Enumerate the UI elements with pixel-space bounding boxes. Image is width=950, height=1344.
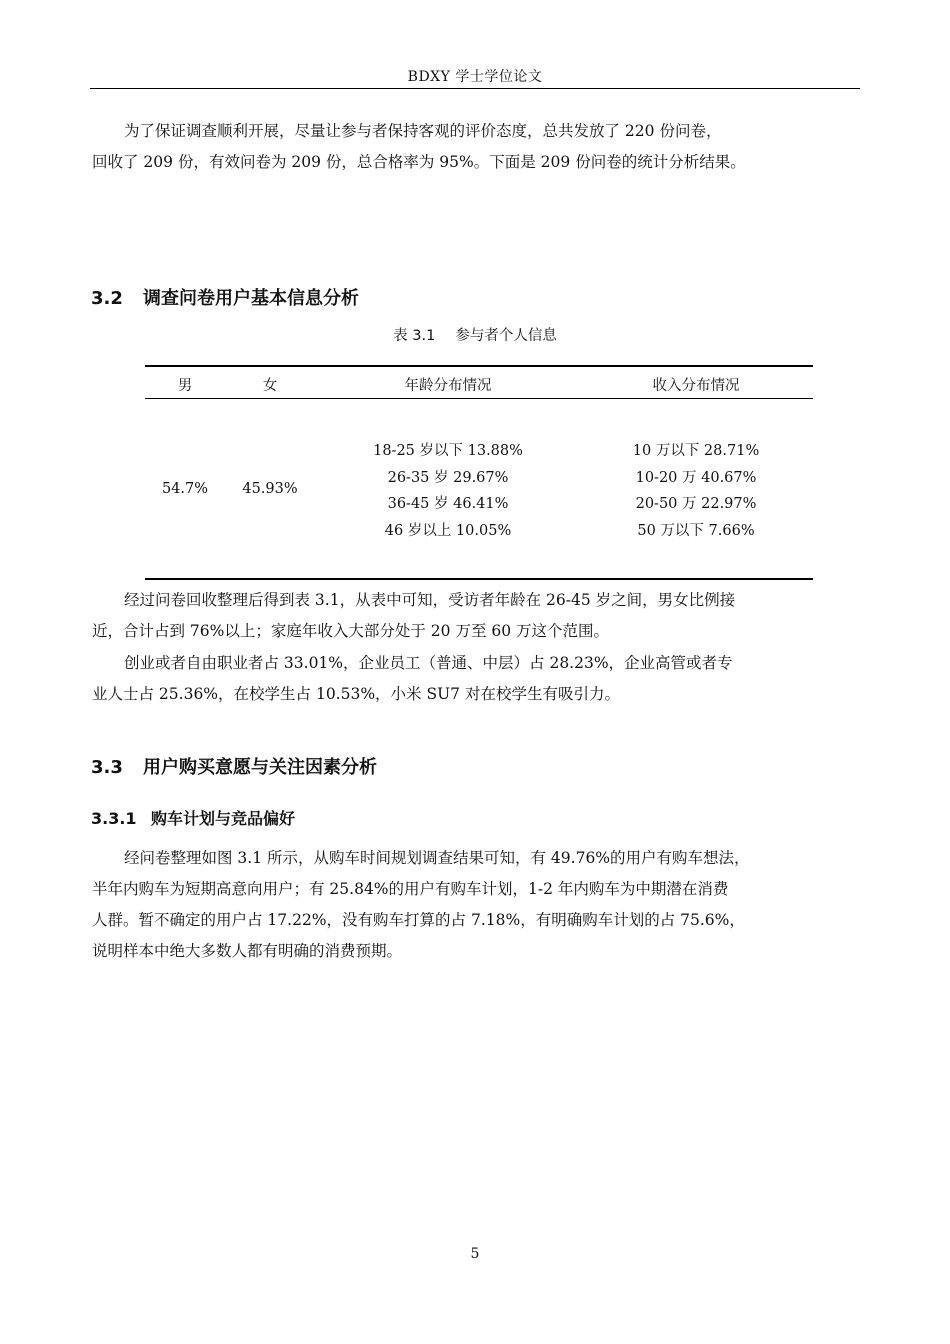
intro-line-2: 回收了 209 份，有效问卷为 209 份，总合格率为 95%。下面是 209 份问卷的统计分析结果。 — [92, 153, 746, 171]
table-header-rule — [145, 398, 813, 399]
purchase-line-3: 人群。暂不确定的用户占 17.22%，没有购车打算的占 7.18%，有明确购车计划的占 75.6%， — [92, 911, 745, 929]
age-item: 18-25 岁以下 13.88% — [373, 443, 523, 459]
age-item: 36-45 岁 46.41% — [387, 496, 509, 512]
header-income: 收入分布情况 — [652, 378, 740, 394]
cell-age-distribution — [330, 438, 566, 544]
income-item: 50 万以下 7.66% — [637, 522, 755, 539]
occupation-paragraph — [92, 648, 860, 710]
table-summary-paragraph — [92, 585, 860, 647]
purchase-line-1: 经问卷整理如图 3.1 所示，从购车时间规划调查结果可知，有 49.76%的用户有购车想法， — [124, 849, 750, 867]
subsection-number: 3.3.1 — [91, 809, 137, 828]
age-item: 26-35 岁 29.67% — [387, 469, 509, 486]
table-bottom-rule — [145, 578, 813, 580]
section-title: 调查问卷用户基本信息分析 — [143, 288, 359, 309]
cell-male: 54.7% — [161, 481, 209, 497]
intro-line-1: 为了保证调查顺利开展，尽量让参与者保持客观的评价态度，总共发放了 220 份问卷， — [124, 122, 722, 140]
income-item: 20-50 万 22.97% — [635, 496, 757, 512]
section-title: 用户购买意愿与关注因素分析 — [143, 757, 377, 778]
header-female: 女 — [262, 378, 278, 394]
header-male: 男 — [177, 378, 193, 394]
occupation-line-1: 创业或者自由职业者占 33.01%，企业员工（普通、中层）占 28.23%，企业高管或者专 — [124, 654, 733, 672]
section-number: 3.3 — [91, 757, 123, 778]
purchase-line-4: 说明样本中绝大多数人都有明确的消费预期。 — [92, 942, 403, 960]
page-number: 5 — [470, 1246, 480, 1262]
cell-female: 45.93% — [242, 481, 298, 497]
income-item: 10 万以下 28.71% — [632, 443, 760, 459]
cell-income-distribution — [576, 438, 816, 544]
section-heading-3-3 — [91, 753, 377, 779]
table-caption-title: 参与者个人信息 — [455, 328, 557, 344]
table-caption — [0, 324, 950, 345]
section-number: 3.2 — [91, 288, 123, 309]
header-rule — [90, 88, 860, 89]
header-age: 年龄分布情况 — [404, 378, 492, 394]
purchase-line-2: 半年内购车为短期高意向用户；有 25.84%的用户有购车计划，1-2 年内购车为中期潜在消费 — [92, 880, 729, 898]
subsection-heading-3-3-1 — [91, 806, 295, 829]
summary-line-1: 经过问卷回收整理后得到表 3.1，从表中可知，受访者年龄在 26-45 岁之间，男女比例接 — [124, 591, 736, 609]
occupation-line-2: 业人士占 25.36%，在校学生占 10.53%，小米 SU7 对在校学生有吸引力。 — [92, 685, 620, 703]
section-heading-3-2 — [91, 284, 359, 310]
table-top-rule — [145, 365, 813, 367]
running-header: BDXY 学士学位论文 — [407, 69, 543, 85]
age-item: 46 岁以上 10.05% — [384, 522, 512, 539]
table-caption-number: 表 3.1 — [393, 328, 436, 344]
subsection-title: 购车计划与竞品偏好 — [151, 809, 296, 828]
income-item: 10-20 万 40.67% — [635, 469, 757, 486]
intro-paragraph — [92, 116, 860, 178]
summary-line-2: 近，合计占到 76%以上；家庭年收入大部分处于 20 万至 60 万这个范围。 — [92, 622, 610, 640]
purchase-plan-paragraph — [92, 843, 860, 967]
